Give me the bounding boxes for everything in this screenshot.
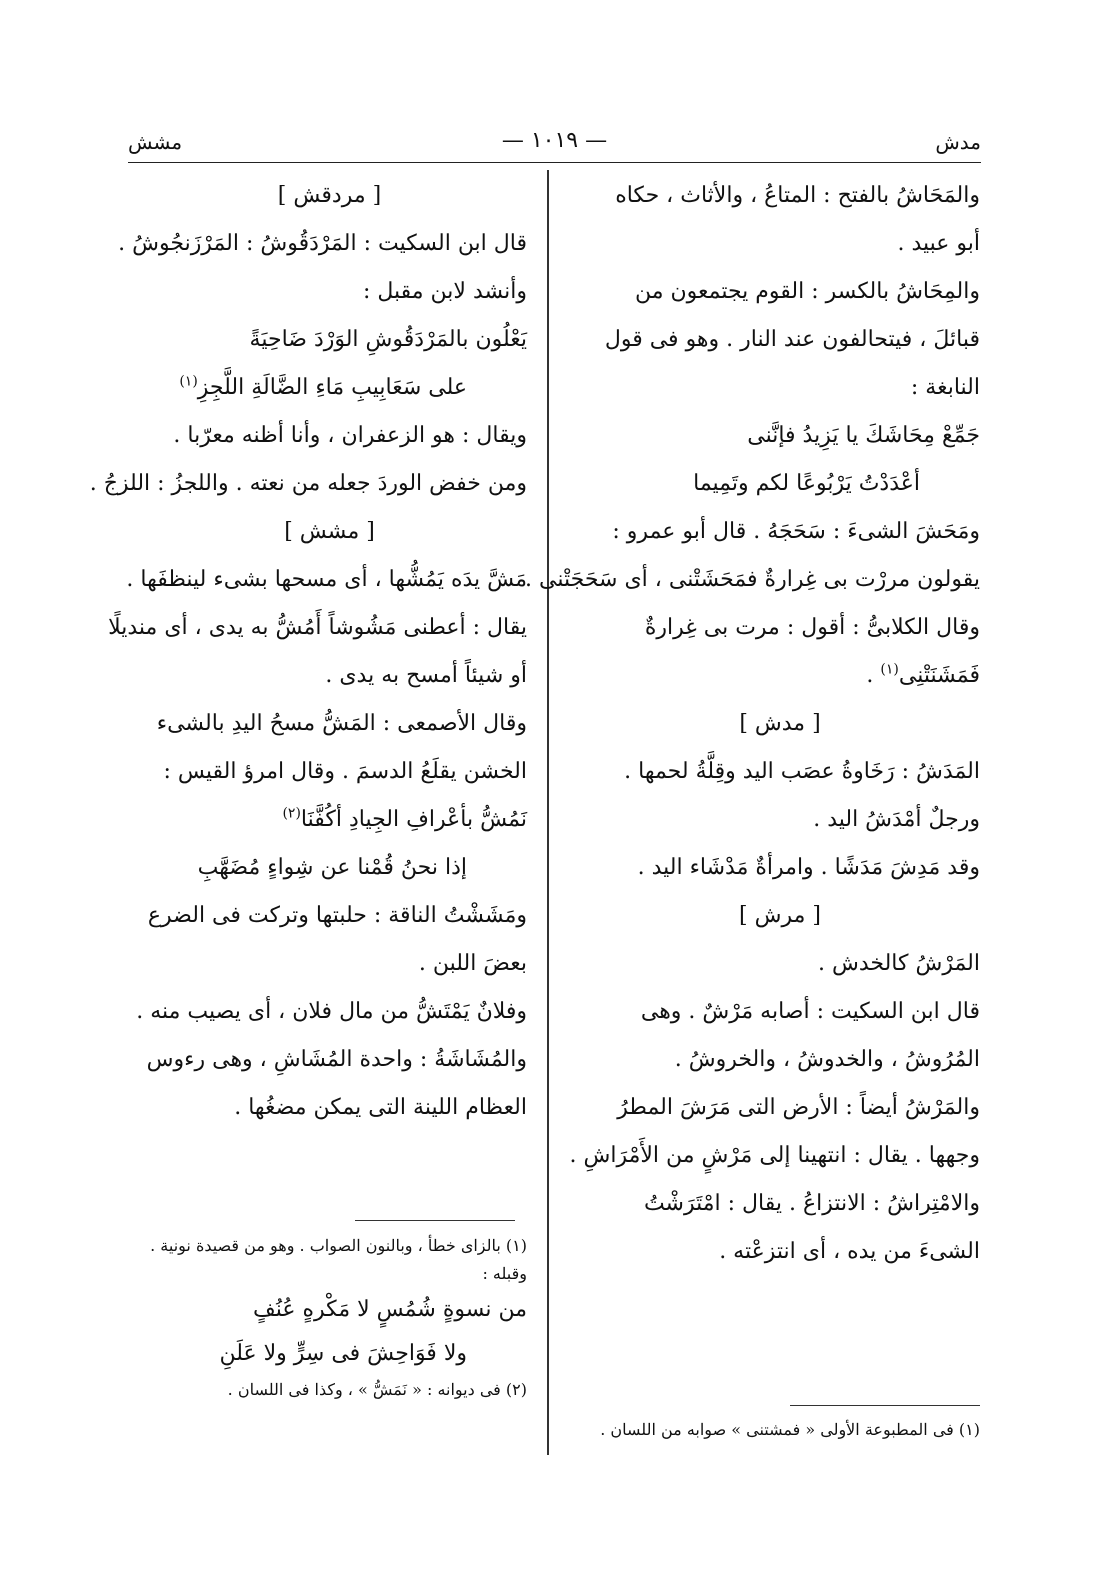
text-fragment: نَمُشُّ بأعْرافِ الجِيادِ أكُفَّنَا: [300, 807, 527, 832]
section-heading-mrdqsh: [ مردقش ]: [277, 183, 382, 208]
text-line: وقال الأصمعى : المَشُّ مسحُ اليدِ بالشىء: [156, 711, 527, 736]
page-header: [128, 122, 981, 163]
column-divider: [547, 170, 549, 1455]
poem-line: جَمِّعْ مِحَاشَكَ يا يَزِيدُ فإنَّنى: [747, 423, 980, 448]
text-line: وجهها . يقال : انتهينا إلى مَرْشٍ من الأَمْرَاشِ .: [569, 1143, 980, 1168]
poem-line: [132, 796, 527, 844]
text-line: وفلانٌ يَمْتَشُّ من مال فلان ، أى يصيب منه .: [136, 999, 527, 1024]
footnote-mark: (١): [179, 373, 198, 390]
text-line: وقال الكلابىُّ : أقول : مرت بى غِرارةٌ: [644, 615, 980, 640]
text-line: ورجلٌ أمْدَشُ اليد .: [813, 807, 980, 832]
text-line: مَشَّ يدَه يَمُشُّها ، أى مسحها بشىء لينظفَها .: [126, 567, 527, 592]
text-line: والمِحَاشُ بالكسر : القوم يجتمعون من: [634, 279, 980, 304]
text-line: ويقال : هو الزعفران ، وأنا أظنه معرّبا .: [173, 423, 527, 448]
text-line: المُرُوشُ ، والخدوشُ ، والخروشُ .: [674, 1047, 980, 1072]
text-line: العظام اللينة التى يمكن مضغُها .: [234, 1095, 527, 1120]
footnote-text: (١) بالزاى خطأ ، وبالنون الصواب . وهو من قصيدة نونية . وقبله :: [150, 1236, 527, 1283]
footnote-rule: [790, 1405, 980, 1406]
text-line: فَمَشَنَتْنِى$^{(١)}$ .: [866, 661, 980, 688]
poem-line: يَعْلُون بالمَرْدَقُوشِ الوَرْدَ ضَاحِيَةً: [249, 327, 527, 352]
text-line: والمَحَاشُ بالفتح : المتاعُ ، والأثاث ، حكاه: [615, 183, 980, 208]
text-line: والمُشَاشَةُ : واحدة المُشَاشِ ، وهى رءوس: [146, 1047, 527, 1072]
footnote-mark: (٢): [282, 805, 301, 822]
poem-line: أعْدَدْتُ يَرْبُوعًا لكم وتَمِيما: [693, 471, 920, 496]
footnote-text: (١) فى المطبوعة الأولى « فمشتنى » صوابه من اللسان .: [600, 1420, 980, 1439]
text-line: المَدَشُ : رَخَاوةُ عصَب اليد وقِلَّةُ لحمها .: [624, 759, 980, 784]
text-line: يقولون مررْت بى غِرارةٌ فمَحَشَتْنى ، أى سَحَجَتْنى .: [525, 567, 980, 592]
poem-line: [132, 364, 527, 412]
text-line: الشىءَ من يده ، أى انتزعْته .: [719, 1239, 980, 1264]
footnote-text: (٢) فى ديوانه : « نَمَشُّ » ، وكذا فى اللسان .: [227, 1380, 527, 1399]
section-heading-mdsh: [ مدش ]: [739, 711, 821, 736]
right-footnote: [560, 1416, 980, 1444]
section-heading-mrsh: [ مرش ]: [739, 903, 821, 928]
text-line: والمَرْشُ أيضاً : الأرض التى مَرَشَ المطرُ: [617, 1095, 980, 1120]
text-line: أبو عبيد .: [897, 231, 980, 256]
footnote-mark: (١): [880, 661, 899, 678]
text-line: قال ابن السكيت : المَرْدَقُوشُ : المَرْزَنجُوشُ .: [118, 231, 527, 256]
section-heading-mshsh: [ مشش ]: [284, 519, 375, 544]
left-footnotes: [132, 1232, 527, 1404]
text-line: والامْتِراشُ : الانتزاعُ . يقال : امْتَرَشْتُ: [643, 1191, 980, 1216]
header-left-word: مشش: [128, 130, 183, 154]
left-column: [89, 172, 527, 1132]
text-fragment: فَمَشَنَتْنِى: [898, 663, 980, 688]
footnote-poem-line: ولا فَوَاحِشَ فى سِرٍّ ولا عَلَنِ: [219, 1341, 467, 1366]
right-column: [525, 172, 980, 1276]
poem-line: إذا نحنُ قُمْنا عن شِواءٍ مُضَهَّبِ: [197, 855, 467, 880]
text-line: ومن خفض الوردَ جعله من نعته . واللجزُ : اللزجُ .: [89, 471, 527, 496]
footnote-rule: [355, 1220, 515, 1221]
text-line: المَرْشُ كالخدش .: [818, 951, 980, 976]
text-line: وقد مَدِشَ مَدَشًا . وامرأةٌ مَدْشَاء اليد .: [637, 855, 980, 880]
header-right-word: مدش: [935, 130, 981, 154]
text-line: النابغة :: [910, 375, 980, 400]
text-line: بعضَ اللبن .: [418, 951, 527, 976]
text-line: ومَحَشَ الشىءَ : سَحَجَهُ . قال أبو عمرو :: [612, 519, 980, 544]
text-line: أو شيئاً أمسح به يدى .: [325, 663, 527, 688]
text-line: قبائلَ ، فيتحالفون عند النار . وهو فى قول: [604, 327, 980, 352]
text-line: ومَشَشْتُ الناقة : حلبتها وتركت فى الضرع: [147, 903, 527, 928]
text-line: الخشن يقلَعُ الدسمَ . وقال امرؤ القيس :: [163, 759, 527, 784]
text-line: وأنشد لابن مقبل :: [362, 279, 527, 304]
page-number: — ١٠١٩ —: [501, 128, 608, 153]
footnote-poem-line: من نسوةٍ شُمُسٍ لا مَكْرهٍ عُنُفٍ: [252, 1297, 527, 1322]
text-line: قال ابن السكيت : أصابه مَرْشٌ . وهى: [640, 999, 980, 1024]
text-fragment: على سَعَابِيبِ مَاءِ الضَّالَةِ اللَّجِزِ: [197, 375, 467, 400]
text-line: يقال : أعطنى مَشُوشاً أَمُشُّ به يدى ، أى منديلًا: [108, 615, 527, 640]
